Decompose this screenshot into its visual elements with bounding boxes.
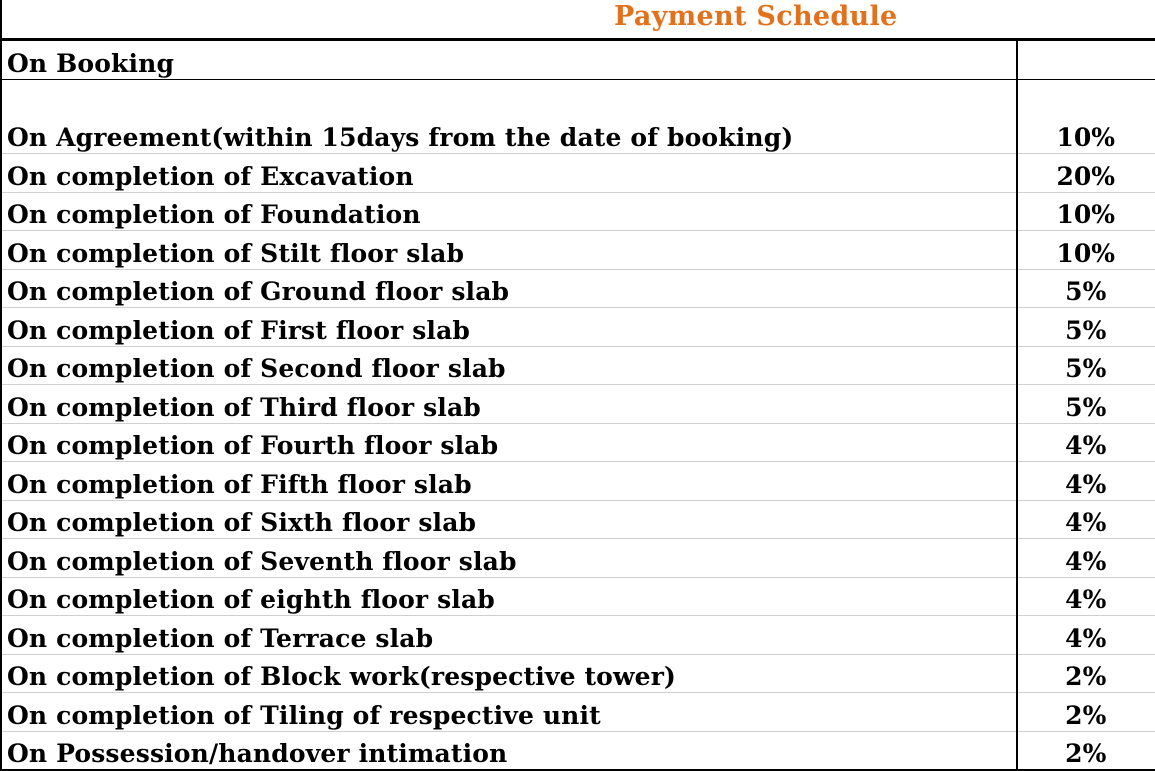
milestone-cell: On Booking [1,40,1017,80]
milestone-cell: On Agreement(within 15days from the date of booking) [1,80,1017,154]
percentage-cell: 4% [1017,539,1155,578]
percentage-cell: 5% [1017,346,1155,385]
table-row [1,269,1155,308]
payment-schedule-table [0,38,1155,771]
percentage-cell: 2% [1017,693,1155,732]
percentage-cell: 20% [1017,154,1155,193]
table-row [1,80,1155,154]
milestone-cell: On completion of First floor slab [1,308,1017,347]
percentage-cell: 4% [1017,462,1155,501]
milestone-cell: On completion of Fifth floor slab [1,462,1017,501]
table-row [1,654,1155,693]
percentage-cell: 5% [1017,385,1155,424]
table-row [1,500,1155,539]
table-row [1,192,1155,231]
title-bar [0,0,1155,38]
percentage-cell: 2% [1017,731,1155,770]
table-row [1,616,1155,655]
percentage-cell: 5% [1017,308,1155,347]
milestone-cell: On completion of Excavation [1,154,1017,193]
table-row [1,40,1155,80]
percentage-cell [1017,40,1155,80]
milestone-cell: On completion of Second floor slab [1,346,1017,385]
table-row [1,231,1155,270]
table-row [1,346,1155,385]
table-row [1,577,1155,616]
milestone-cell: On completion of Seventh floor slab [1,539,1017,578]
percentage-cell: 10% [1017,192,1155,231]
milestone-cell: On Possession/handover intimation [1,731,1017,770]
table-row [1,423,1155,462]
percentage-cell: 2% [1017,654,1155,693]
payment-schedule-body [1,40,1155,770]
percentage-cell: 5% [1017,269,1155,308]
percentage-cell: 4% [1017,616,1155,655]
milestone-cell: On completion of Foundation [1,192,1017,231]
milestone-cell: On completion of Block work(respective tower) [1,654,1017,693]
table-row [1,385,1155,424]
milestone-cell: On completion of Fourth floor slab [1,423,1017,462]
table-row [1,154,1155,193]
milestone-cell: On completion of Sixth floor slab [1,500,1017,539]
percentage-cell: 10% [1017,80,1155,154]
milestone-cell: On completion of eighth floor slab [1,577,1017,616]
percentage-cell: 10% [1017,231,1155,270]
milestone-cell: On completion of Third floor slab [1,385,1017,424]
table-row [1,539,1155,578]
milestone-cell: On completion of Tiling of respective unit [1,693,1017,732]
milestone-cell: On completion of Stilt floor slab [1,231,1017,270]
percentage-cell: 4% [1017,423,1155,462]
table-row [1,731,1155,770]
milestone-cell: On completion of Terrace slab [1,616,1017,655]
percentage-cell: 4% [1017,500,1155,539]
milestone-cell: On completion of Ground floor slab [1,269,1017,308]
table-row [1,308,1155,347]
table-row [1,693,1155,732]
table-row [1,462,1155,501]
percentage-cell: 4% [1017,577,1155,616]
page-title: Payment Schedule [614,1,898,32]
